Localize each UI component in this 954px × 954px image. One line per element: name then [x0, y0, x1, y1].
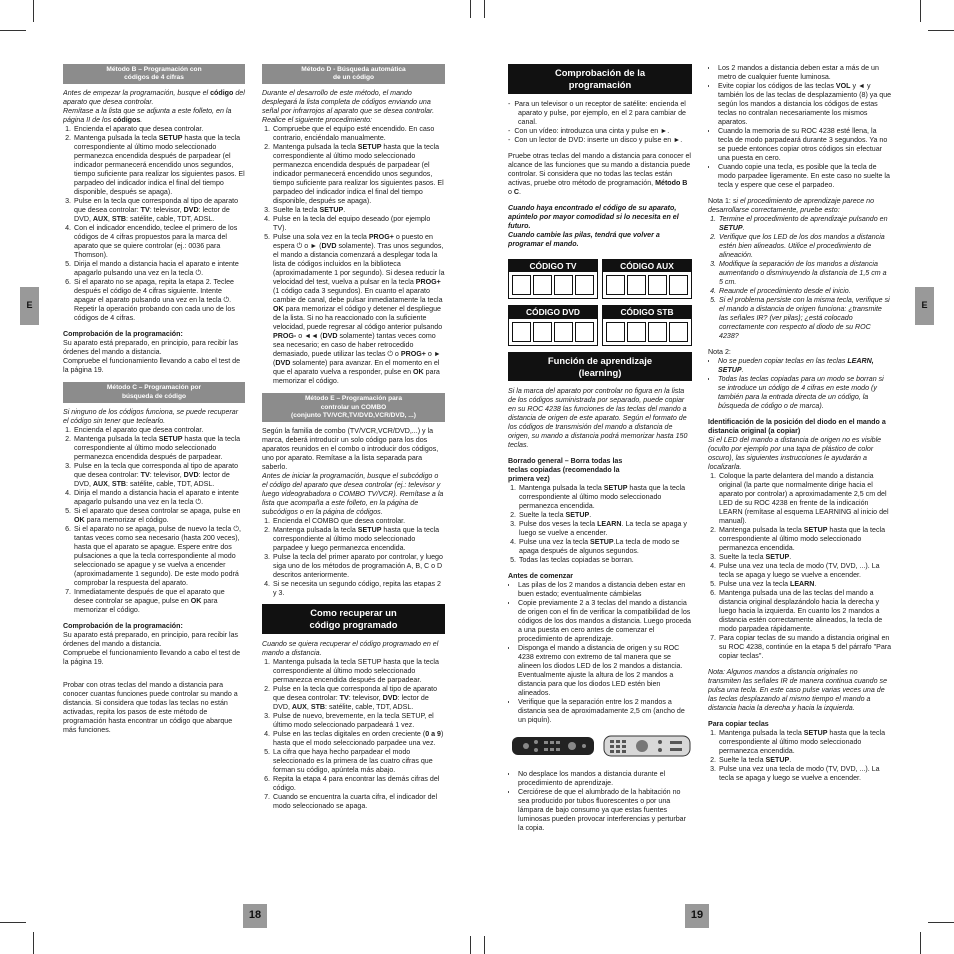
list-item: - Con un lector de DVD: inserte un disco y pulse en ►.	[508, 135, 683, 144]
text: .	[589, 511, 592, 520]
list-item	[518, 511, 692, 520]
text: para memorizar el código y detener el despliegue de la lista. Si no ha reaccionado con la suficiente velocidad, puede regresar al código anterior pulsando	[273, 305, 443, 332]
list-item: 6. Si el aparato no se apaga, repita la etapa 2. Teclee después el código de 4 cifras siguiente. Intente apagar el aparato pulsando una vez en la tecla ⏻. Repetir la operación probando con cada uno de los códigos de 4 cifras.	[73, 278, 245, 323]
note	[708, 197, 892, 215]
bullet-list	[708, 357, 892, 411]
list-item: • Cerciórese de que el alumbrado de la habitación no sea producido por tubos fluorescentes o por una lámpara de bajo consumo ya que estas fuentes luminosas pueden provocar interferencias y perturbar la copia.	[518, 788, 692, 833]
paragraph: Si ninguno de los códigos funciona, se puede recuperar el código sin tener que teclearlo.	[63, 407, 239, 425]
text: Mantenga pulsada la tecla	[719, 526, 804, 534]
text: para memorizar el código.	[84, 515, 169, 524]
text: .	[741, 366, 744, 374]
text: SETUP	[158, 134, 183, 143]
steps-list	[262, 517, 445, 598]
text: DVD	[183, 206, 199, 215]
code-digit-cell[interactable]	[575, 275, 594, 295]
code-digit-cell[interactable]	[669, 275, 688, 295]
text: si el procedimiento de aprendizaje parece no desarrollarse correctamente, pruebe esto:	[708, 197, 875, 214]
text: PROG+	[415, 278, 441, 287]
paragraph: Si el LED del mando a distancia de origen no es visible (oculto por ejemplo por una tapa de plástico de color oscuro), las siguientes instrucciones le ayudarán a localizarla.	[708, 436, 882, 471]
crop-mark	[0, 30, 26, 31]
list-item	[272, 730, 445, 748]
list-item: • Las pilas de los 2 mandos a distancia deben estar en buen estado; eventualmente cámbielas	[518, 581, 692, 599]
text: DVD	[183, 470, 199, 479]
list-item	[718, 580, 892, 589]
text: hasta que la tecla correspondiente al último modo seleccionado permanezca encendida después de parpadear.	[74, 434, 241, 461]
crop-mark	[33, 932, 34, 954]
text: Si el aparato que desea controlar se apaga, pulse en	[74, 506, 241, 515]
bullet-list	[508, 770, 692, 833]
list-item: • Los 2 mandos a distancia deben estar a más de un metro de cualquier fuente luminosa.	[718, 64, 892, 82]
note: Nota 2:	[708, 348, 731, 356]
code-digit-cell[interactable]	[533, 275, 552, 295]
text: LEARN	[789, 580, 815, 588]
list-item	[718, 357, 892, 375]
text: ,	[107, 215, 112, 224]
paragraph	[63, 89, 245, 107]
text: SETUP	[719, 224, 743, 232]
column-1	[63, 64, 245, 864]
paragraph: Cuando haya encontrado el código de su aparato, apúntelo por mayor comodidad si lo necesita en el futuro.	[508, 203, 679, 230]
column-2	[262, 64, 445, 884]
list-item: 5. Si el problema persiste con la misma tecla, verifique si el mando a distancia de origen funciona: ¿transmite las señales IR? (ver pilas); ¿está colocado correctamente con respecto al diodo de su ROC 4238?	[718, 296, 892, 341]
text: SETUP	[803, 526, 828, 534]
list-item: 6. Repita la etapa 4 para encontrar las demás cifras del código.	[272, 775, 445, 793]
crop-mark	[0, 922, 26, 923]
page-number-left: 18	[243, 904, 267, 928]
text: : televisor,	[348, 693, 383, 702]
text: : lector de DVD,	[74, 470, 230, 488]
list-item	[73, 435, 245, 462]
text: : lector de DVD,	[273, 693, 429, 711]
code-digit-cell[interactable]	[627, 322, 646, 342]
paragraph: Cuando se quiera recuperar el código programado en el mando a distancia.	[262, 639, 439, 657]
remotes-alignment-illustration	[510, 731, 692, 761]
paragraph: Cuando cambie las pilas, tendrá que volver a programar el mando.	[508, 230, 660, 248]
code-digit-cell[interactable]	[627, 275, 646, 295]
text: TV	[339, 693, 349, 702]
text: solamente) tantas veces como sea necesario; en caso de haber retrocedido demasiado, puede utilizar las teclas ⏻ o	[273, 332, 436, 359]
text: VOL	[835, 82, 851, 90]
text: C	[513, 187, 520, 196]
text: solamente). Tras unos segundos, el mando a distancia comenzará a desplegar toda la lista de códigos incluidos en la biblioteca (aproximadamente 1 por segundo). Si desea reducir la velocidad del test, vuelva a pulsar en la tecla	[273, 242, 445, 287]
text: : televisor,	[149, 206, 184, 215]
text: del aparato que desea controlar.	[63, 89, 245, 107]
text: PROG-	[273, 332, 297, 341]
text: (1 código cada 3 segundos). En cuanto el aparato cambie de canal, debe pulsar inmediatamente la tecla	[273, 287, 443, 305]
text: SETUP	[589, 538, 614, 547]
list-item: 3. Pulse la tecla del primer aparato por controlar, y luego siga uno de los métodos de programación A, B, C o D descritos anteriormente.	[272, 553, 445, 580]
text: Pulse una sola vez en la tecla	[273, 233, 369, 242]
subheading: Comprobación de la programación:	[63, 330, 183, 339]
column-4	[708, 64, 892, 894]
list-item: 4. Pulse una vez una tecla de modo (TV, DVD, ...). La tecla se apaga y luego se vuelve a encender.	[718, 562, 892, 580]
text: hasta que la tecla correspondiente al último modo seleccionado permanezca encendida.	[719, 526, 886, 552]
text: Suelte la tecla	[719, 756, 766, 764]
code-digit-cell[interactable]	[554, 275, 573, 295]
list-item	[272, 206, 445, 215]
paragraph: Compruebe el funcionamiento llevando a cabo el test de la página 19.	[63, 357, 241, 375]
text: hasta que la tecla correspondiente al último modo seleccionado permanezca encendida después de parpadear (el indicador permanecerá encendido unos segundos, tiempo suficiente para realizar los siguientes pasos. El parpadeo del indicador indica el final del tiempo disponible, después se apaga).	[74, 134, 245, 197]
list-item	[518, 538, 692, 556]
list-item	[718, 729, 892, 756]
list-item: 6. Mantenga pulsada una de las teclas del mando a distancia original desplazándolo hacia la derecha y luego hacia la izquierda. En cuanto los 2 mandos a distancia estén correctamente alineados, la tecla de modo parpadea rápidamente.	[718, 589, 892, 634]
code-digit-cell[interactable]	[648, 275, 667, 295]
text: Pruebe otras teclas del mando a distancia para conocer el alcance de las funciones que su mando a distancia puede controlar. Si considera que no todas las teclas están activas, pruebe otro método de programación,	[508, 151, 691, 187]
list-item: 2. Verifique que los LED de los dos mandos a distancia estén bien alineados. Utilice el procedimiento de alineación.	[718, 233, 892, 260]
paragraph: Antes de iniciar la programación, busque el subcódigo o el código del aparato que desea controlar (ej.: televisor y luego videograbadora o COMBO TV/VCR). Remítase a la lista que acompaña a este folleto, en la página de subcódigos o en la página de códigos.	[262, 472, 444, 517]
list-item: • Copie previamente 2 a 3 teclas del mando a distancia de origen con el fin de verificar la compatibilidad de los códigos de los dos mandos a distancia. Luego proceda a una puesta en cero antes de comenzar el procedimiento de aprendizaje.	[518, 599, 692, 644]
text: hasta que la tecla correspondiente al último modo seleccionado permanezca encendida.	[519, 484, 686, 511]
subheading: Borrado general – Borra todas las teclas copiadas (recomendado la primera vez)	[508, 457, 623, 484]
text: o puesto en espera ⏻ o ► (	[273, 233, 433, 251]
text: Suelte la tecla	[519, 511, 566, 520]
text: solamente) para avanzar. En el momento en el que el aparato vuelva a responder, pulse en	[273, 359, 440, 377]
crop-mark	[484, 0, 485, 18]
text: SETUP	[319, 206, 344, 215]
text: Pulse en la tecla que corresponda al tipo de aparato que desea controlar:	[74, 197, 239, 215]
paragraph	[508, 152, 692, 197]
text: 0 a 9	[425, 729, 441, 738]
list-item: 3. Pulse una vez una tecla de modo (TV, DVD, ...). La tecla se apaga y luego se vuelve a encender.	[718, 765, 892, 783]
list-item: 1. Encienda el COMBO que desea controlar.	[272, 517, 445, 526]
text: código	[210, 89, 234, 98]
list-item: 4. Con el indicador encendido, teclee el primero de los códigos de 4 cifras propuestos para la marca del aparato que se quiere controlar (ej.: 0036 para Thomson).	[73, 224, 245, 260]
paragraph: Su aparato está preparado, en principio, para recibir las órdenes del mando a distancia.	[63, 630, 239, 648]
text: DVD	[382, 693, 398, 702]
list-item: • No desplace los mandos a distancia durante el procedimiento de aprendizaje.	[518, 770, 692, 788]
text: TV	[140, 206, 150, 215]
code-digit-cell[interactable]	[606, 275, 625, 295]
text: SETUP	[357, 526, 382, 535]
crop-mark	[920, 932, 921, 954]
paragraph: Probar con otras teclas del mando a distancia para conocer cuantas funciones puede controlar su mando a distancia. Si considera que todas las teclas no están activadas, repita los pasos de este método de programación hasta encontrar un código que abarque más funciones.	[63, 680, 238, 734]
list-item	[718, 756, 892, 765]
text: AUX	[291, 702, 307, 711]
list-item: 5. Dirija el mando a distancia hacia el aparato e intente apagarlo pulsando una vez en la tecla ⏻.	[73, 260, 245, 278]
code-digit-cell[interactable]	[606, 322, 625, 342]
code-digit-cell[interactable]	[512, 322, 531, 342]
text: Mantenga pulsada la tecla	[719, 729, 804, 737]
language-tab-right: E	[915, 287, 934, 325]
text: para memorizar el código.	[273, 368, 440, 386]
list-item: 4. Pulse en la tecla del equipo deseado (por ejemplo TV).	[272, 215, 445, 233]
text: No se pueden copiar teclas en las teclas	[718, 357, 848, 365]
text: SETUP	[803, 729, 828, 737]
steps-list	[708, 215, 892, 341]
note: Nota: Algunos mandos a distancia originales no transmiten las señales IR de manera continua cuando se pulsa una tecla. En este caso pulse varias veces una de las teclas desplazando al mismo tiempo el mando a distancia hacia la derecha y hacia la izquierda.	[708, 668, 888, 712]
list-item: 3. Modifique la separación de los mandos a distancia aumentando o disminuyendo la distancia de 1,5 cm a 5 cm.	[718, 260, 892, 287]
paragraph	[63, 107, 245, 125]
list-item	[272, 526, 445, 553]
steps-list	[262, 125, 445, 386]
steps-list	[262, 658, 445, 811]
text: Pulse dos veses la tecla	[519, 520, 598, 529]
text: : satélite, cable, TDT, ADSL.	[325, 702, 414, 711]
list-item	[73, 134, 245, 197]
text: SETUP	[765, 756, 790, 764]
text: .	[343, 206, 346, 215]
text: SETUP	[565, 511, 590, 520]
list-item	[272, 233, 445, 386]
text: .	[814, 580, 817, 588]
text: Mantenga pulsada la tecla	[273, 526, 358, 535]
code-tv-label: CÓDIGO TV	[509, 260, 597, 273]
bullet-list	[708, 64, 892, 190]
section-header-learning: Función de aprendizaje (learning)	[508, 352, 692, 382]
subheading: Para copiar teclas	[708, 720, 769, 728]
steps-list	[508, 484, 692, 565]
paragraph: Su aparato está preparado, en principio, para recibir las órdenes del mando a distancia.	[63, 339, 239, 357]
text: Para un televisor o un receptor de satélite: encienda el aparato y pulse, por ejemplo, en el 2 para cambiar de canal.	[514, 99, 686, 126]
code-digit-cell[interactable]	[512, 275, 531, 295]
text: Con un vídeo: introduzca una cinta y pulse en ►.	[514, 126, 670, 135]
crop-mark	[928, 30, 954, 31]
text: Mantenga pulsada la tecla	[74, 134, 159, 143]
list-item: 1. Coloque la parte delantera del mando a distancia original (la parte que normalmente dirige hacia el aparato por controlar) a aproximadamente 2,5 cm del LED de su ROC 4238 en frente de la indicación LEARN (remítase al esquema LEARNING al inicio del manual).	[718, 472, 892, 526]
list-item: 1. Compruebe que el equipo esté encendido. En caso contrario, enciéndalo manualmente.	[272, 125, 445, 143]
code-tv-box	[508, 259, 598, 300]
text: . La tecla se apaga y luego se vuelve a encender.	[519, 520, 687, 538]
text: LEARN, SETUP	[718, 357, 874, 374]
code-dvd-box	[508, 305, 598, 346]
text: Antes de empezar la programación, busque el	[63, 89, 211, 98]
code-boxes-row	[508, 305, 692, 346]
text: Mantenga pulsada la tecla	[273, 143, 358, 152]
text: ) hasta que el modo seleccionado parpadee una vez.	[273, 729, 444, 747]
list-item: • Disponga el mando a distancia de origen y su ROC 4238 extremo con extremo de tal manera que se alineen los diodos LED de los 2 mandos a distancia. Eventualmente ajuste la altura de los 2 mandos a distancia para que los diodos LED estén bien alineados.	[518, 644, 692, 698]
text: TV	[140, 470, 150, 479]
paragraph: Compruebe el funcionamiento llevando a cabo el test de la página 19.	[63, 648, 241, 666]
text: .	[789, 553, 792, 561]
text: Evite copiar los códigos de las teclas	[718, 82, 836, 90]
list-item: 4. Reaunde el procedimiento desde el inicio.	[718, 287, 892, 296]
text: PROG+	[400, 350, 426, 359]
subheading: Comprobación de la programación:	[63, 621, 183, 630]
list-item: 7. Para copiar teclas de su mando a distancia original en su ROC 4238, continúe en la etapa 5 del párrafo "Para copiar teclas".	[718, 634, 892, 661]
text: Con un lector de DVD: inserte un disco y pulse en ►.	[514, 135, 683, 144]
list-item: • Cuando copie una tecla, es posible que la tecla de modo parpadee ligeramente. En este caso no suelte la tecla y espere que cese el parpadeo.	[718, 163, 892, 190]
text: hasta que la tecla correspondiente al último modo seleccionado permanezca encendida.	[719, 729, 886, 755]
page-number-right: 19	[685, 904, 709, 928]
text: códigos	[113, 116, 141, 125]
list-item	[718, 215, 892, 233]
text: Remítase a la lista que se adjunta a este folleto, en la página II de los	[63, 107, 232, 125]
text: DVD	[322, 332, 338, 341]
text: Mantenga pulsada la tecla	[74, 434, 159, 443]
text: hasta que la tecla correspondiente al último modo seleccionado permanezca encendida después de parpadear (el indicador permanecerá encendido unos segundos, tiempo suficiente para realizar los siguientes pasos. El parpadeo del indicador indica el final del tiempo disponible, después se apaga).	[273, 143, 444, 206]
text: STB	[310, 702, 326, 711]
list-item: • Cuando la memoria de su ROC 4238 esté llena, la tecla de modo parpadeará durante 3 segundos. Ya no se puede entonces copiar otros códigos sin efectuar una puesta en cero.	[718, 127, 892, 163]
text: AUX	[92, 215, 108, 224]
paragraph: Según la familia de combo (TV/VCR,VCR/DVD,...) y la marca, deberá introducir un solo código para los dos aparatos reunidos en el combo o introducir dos códigos, uno por aparato. Remítase a la lista separada para saberlo.	[262, 427, 439, 472]
text: PROG+	[368, 233, 394, 242]
list-item	[272, 143, 445, 206]
text: Pulse una vez la tecla	[719, 580, 790, 588]
paragraph: Durante el desarrollo de este método, el mando desplegará la lista completa de códigos enviando una señal por infrarrojos al aparato que se desea controlar. Realice el siguiente procedimiento:	[262, 89, 435, 125]
language-tab-left: E	[20, 287, 39, 325]
list-item	[73, 507, 245, 525]
code-boxes-row	[508, 259, 692, 300]
text: Nota 1:	[708, 197, 731, 205]
subheading: Antes de comenzar	[508, 572, 574, 581]
text: Pulse en la tecla que corresponda al tipo de aparato que desea controlar:	[273, 684, 438, 702]
text: Pulse una vez la tecla	[519, 538, 590, 547]
list-item	[73, 197, 245, 224]
text: Termine el procedimiento de aprendizaje pulsando en	[719, 215, 888, 223]
list-item: 4. Si se necesita un segundo código, repita las etapas 2 y 3.	[272, 580, 445, 598]
list-item	[73, 462, 245, 489]
list-item	[718, 526, 892, 553]
text: Mantenga pulsada la tecla	[519, 484, 604, 493]
code-digit-cell[interactable]	[669, 322, 688, 342]
text: .	[140, 116, 143, 125]
bullet-list	[508, 581, 692, 725]
code-dvd-label: CÓDIGO DVD	[509, 306, 597, 319]
paragraph: Si la marca del aparato por controlar no figura en la lista de los códigos suministrada por separado, puede copiar en su ROC 4238 las funciones de las teclas del mando a distancia de origen de este aparato. Según el formato de los códigos de transmisión del mando a distancia de origen, su mando a distancia podrá memorizar hasta 150 teclas.	[508, 387, 688, 450]
column-3	[508, 64, 692, 884]
text: y ◄ y también los de las teclas de desplazamiento (8) ya que según los mandos a distancia los códigos de estas teclas no contralan necesariamente los mismos aparatos.	[718, 82, 892, 126]
code-digit-cell[interactable]	[533, 322, 552, 342]
section-header-method-d: Método D - Búsqueda automática de un código	[262, 64, 445, 84]
text: .	[742, 224, 745, 232]
list-item	[272, 685, 445, 712]
list-item: • Todas las teclas copiadas para un modo se borran si se introduce un código de 4 cifras en este modo (y también para la entrada directa de un código, la búsqueda de código o de marca).	[718, 375, 892, 411]
code-stb-label: CÓDIGO STB	[603, 306, 691, 319]
list-item: 3. Pulse de nuevo, brevemente, en la tecla SETUP, el último modo seleccionado parpadeará 1 vez.	[272, 712, 445, 730]
bullet-list	[508, 100, 692, 145]
text: STB	[111, 479, 127, 488]
steps-list	[63, 125, 245, 323]
text: Pulse en la tecla que corresponda al tipo de aparato que desea controlar:	[74, 461, 239, 479]
text: DVD	[321, 242, 337, 251]
text: DVD	[275, 359, 291, 368]
list-item: - Con un vídeo: introduzca una cinta y pulse en ►.	[508, 126, 670, 135]
list-item: 4. Dirija el mando a distancia hacia el aparato e intente apagarlo pulsando una vez en la tecla ⏻.	[73, 489, 245, 507]
text: o ► (	[273, 350, 441, 368]
steps-list	[708, 472, 892, 661]
list-item	[518, 520, 692, 538]
code-digit-cell[interactable]	[648, 322, 667, 342]
list-item	[718, 553, 892, 562]
text: AUX	[92, 479, 108, 488]
text: OK	[413, 368, 424, 377]
text: : televisor,	[149, 470, 184, 479]
crop-mark	[470, 936, 471, 954]
text: : satélite, cable, TDT, ADSL.	[126, 479, 215, 488]
section-header-method-b: Método B – Programación con códigos de 4 cifras	[63, 64, 245, 84]
crop-mark	[920, 0, 921, 22]
list-item: - Para un televisor o un receptor de satélite: encienda el aparato y pulse, por ejemplo, en el 2 para cambiar de canal.	[508, 99, 686, 126]
text: SETUP	[765, 553, 790, 561]
steps-list	[708, 729, 892, 783]
section-header-test: Comprobación de la programación	[508, 64, 692, 94]
steps-list	[63, 426, 245, 615]
list-item: 7. Cuando se encuentra la cuarta cifra, el indicador del modo seleccionado se apaga.	[272, 793, 445, 811]
list-item: 6. Si el aparato no se apaga, pulse de nuevo la tecla ⏻, tantas veces como sea necesario (hasta 200 veces), hasta que el aparato se apague. Espere entre dos pulsaciones a que la tecla correspondiente al modo seleccionado se apague y se vuelva a encender (aproximadamente 1 segundo). De este modo podrá comprobar la respuesta del aparato.	[73, 525, 245, 588]
crop-mark	[928, 922, 954, 923]
list-item: 1. Mantenga pulsada la tecla SETUP hasta que la tecla correspondiente al último modo seleccionado permanezca encendida después de parpadear.	[272, 658, 445, 685]
text: SETUP	[158, 434, 183, 443]
text: OK	[190, 596, 202, 605]
crop-mark	[470, 0, 471, 18]
text: Método B	[655, 178, 688, 187]
section-header-method-c: Método C – Programación por búsqueda de código	[63, 382, 245, 402]
code-digit-cell[interactable]	[575, 322, 594, 342]
text: .	[789, 756, 792, 764]
text: ,	[107, 479, 112, 488]
text: LEARN	[597, 520, 622, 529]
section-header-method-e: Método E – Programación para controlar un COMBO (conjunto TV/VCR,TV/DVD,VCR/DVD, ...)	[262, 393, 445, 422]
list-item: 5. La cifra que haya hecho parpadear el modo seleccionado es la primera de las cuatro cifras que forman su código, apúntela más abajo.	[272, 748, 445, 775]
list-item: 1. Encienda el aparato que desea controlar.	[73, 426, 245, 435]
text: SETUP	[357, 143, 382, 152]
list-item	[718, 82, 892, 127]
code-stb-box	[602, 305, 692, 346]
text: STB	[111, 215, 127, 224]
list-item	[518, 484, 692, 511]
text: o ◄◄ (	[296, 332, 323, 341]
list-item: 1. Encienda el aparato que desea controlar.	[73, 125, 245, 134]
list-item	[73, 588, 245, 615]
text: .	[519, 187, 522, 196]
text: Suelte la tecla	[273, 206, 320, 215]
text: hasta que la tecla correspondiente al último modo seleccionado parpadee y luego permanezca encendida.	[273, 526, 440, 553]
text: : lector de DVD,	[74, 206, 230, 224]
code-aux-box	[602, 259, 692, 300]
text: o	[508, 187, 514, 196]
text: Inmediatamente después de que el aparato que desee controlar se apague, pulse en	[74, 587, 225, 605]
text: OK	[74, 515, 85, 524]
text: SETUP	[603, 484, 628, 493]
text: .La tecla de modo se apaga después de algunos segundos.	[519, 538, 680, 556]
text: Pulse en las teclas digitales en orden creciente (	[273, 729, 426, 738]
crop-mark	[33, 0, 34, 22]
list-item: • Verifique que la separación entre los 2 mandos a distancia sea de aproximadamente 2,5 cm (ancho de un piquín).	[518, 698, 692, 725]
code-digit-cell[interactable]	[554, 322, 573, 342]
text: ,	[306, 702, 311, 711]
crop-mark	[484, 936, 485, 954]
text: : satélite, cable, TDT, ADSL.	[126, 215, 215, 224]
text: OK	[273, 305, 284, 314]
code-aux-label: CÓDIGO AUX	[603, 260, 691, 273]
text: Suelte la tecla	[719, 553, 766, 561]
list-item: 5. Todas las teclas copiadas se borran.	[518, 556, 692, 565]
subheading: Identificación de la posición del diodo en el mando a distancia original (a copiar)	[708, 418, 886, 435]
section-header-recover-code: Como recuperar un código programado	[262, 604, 445, 634]
text: para memorizar el código.	[74, 596, 218, 614]
